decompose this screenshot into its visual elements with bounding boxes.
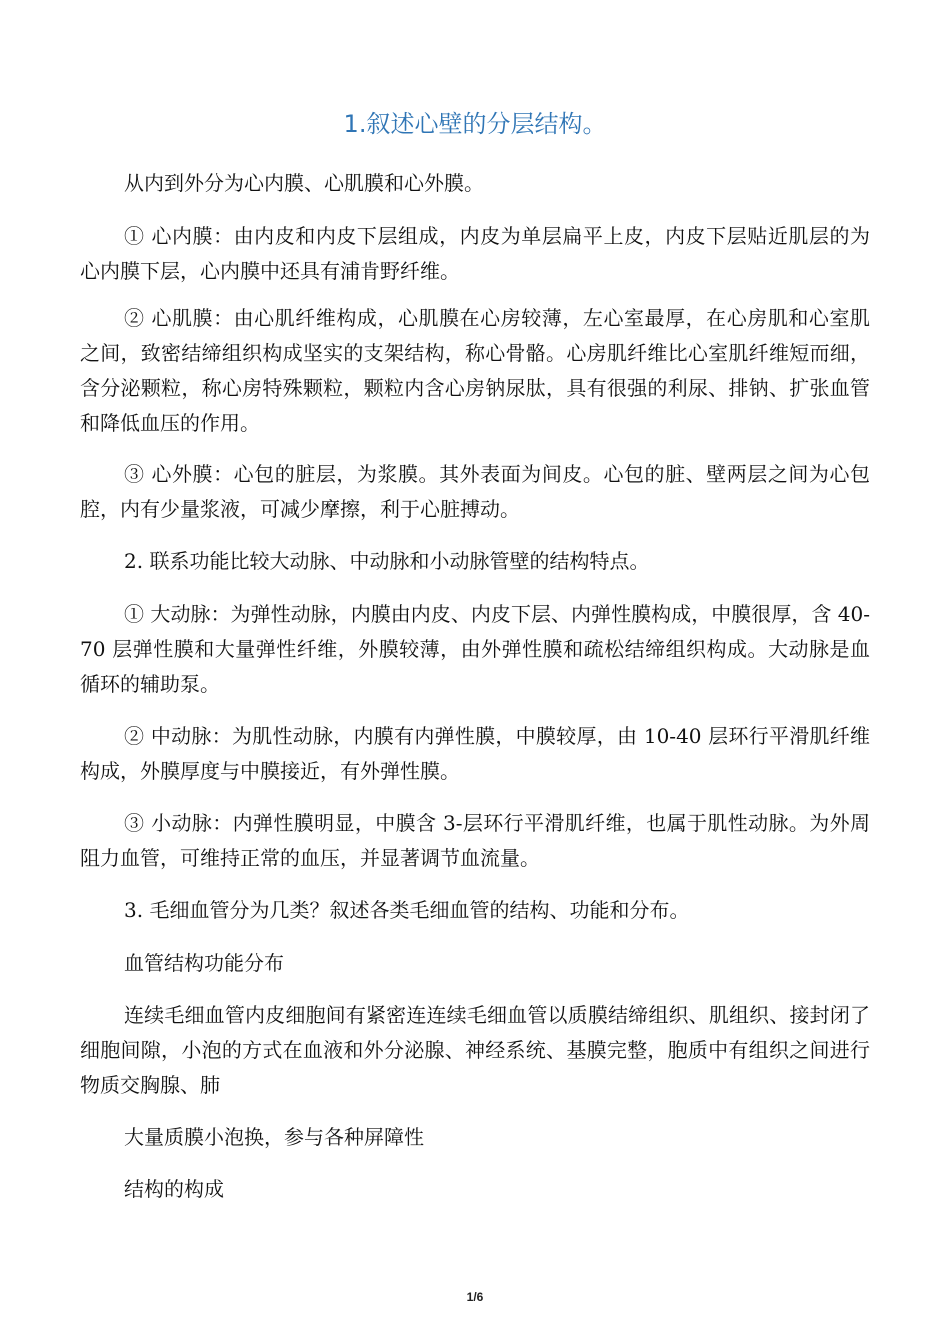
paragraph-medium-artery: ② 中动脉：为肌性动脉，内膜有内弹性膜，中膜较厚，由 10-40 层环行平滑肌纤维构成，外膜厚度与中膜接近，有外弹性膜。 <box>80 724 870 783</box>
question-3-heading: 3. 毛细血管分为几类？叙述各类毛细血管的结构、功能和分布。 <box>124 898 690 922</box>
paragraph-endocardium: ① 心内膜：由内皮和内皮下层组成，内皮为单层扁平上皮，内皮下层贴近肌层的为心内膜下层，心内膜中还具有浦肯野纤维。 <box>80 224 870 283</box>
paragraph-myocardium: ② 心肌膜：由心肌纤维构成，心肌膜在心房较薄，左心室最厚，在心房肌和心室肌之间，致密结缔组织构成坚实的支架结构，称心骨骼。心房肌纤维比心室肌纤维短而细，含分泌颗粒，称心房特殊颗粒，颗粒内含心房钠尿肽，具有很强的利尿、排钠、扩张血管和降低血压的作用。 <box>80 306 870 435</box>
paragraph-small-artery: ③ 小动脉：内弹性膜明显，中膜含 3-层环行平滑肌纤维，也属于肌性动脉。为外周阻力血管，可维持正常的血压，并显著调节血流量。 <box>80 811 870 870</box>
question-2-heading: 2. 联系功能比较大动脉、中动脉和小动脉管壁的结构特点。 <box>124 549 650 573</box>
paragraph-structure: 结构的构成 <box>124 1177 224 1201</box>
page-title: 1.叙述心壁的分层结构。 <box>343 110 607 138</box>
page-number: 1/6 <box>466 1290 484 1304</box>
paragraph-continuous-capillary: 连续毛细血管内皮细胞间有紧密连连续毛细血管以质膜结缔组织、肌组织、接封闭了细胞间隙，小泡的方式在血液和外分泌腺、神经系统、基膜完整，胞质中有组织之间进行物质交胸腺、肺 <box>80 1003 870 1097</box>
paragraph-intro: 从内到外分为心内膜、心肌膜和心外膜。 <box>124 171 484 195</box>
paragraph-epicardium: ③ 心外膜：心包的脏层，为浆膜。其外表面为间皮。心包的脏、壁两层之间为心包腔，内有少量浆液，可减少摩擦，利于心脏搏动。 <box>80 462 870 521</box>
paragraph-large-artery: ① 大动脉：为弹性动脉，内膜由内皮、内皮下层、内弹性膜构成，中膜很厚，含 40-70 层弹性膜和大量弹性纤维，外膜较薄，由外弹性膜和疏松结缔组织构成。大动脉是血循环的辅助泵。 <box>80 602 870 696</box>
table-header-text: 血管结构功能分布 <box>124 951 284 975</box>
paragraph-vesicle: 大量质膜小泡换，参与各种屏障性 <box>124 1125 424 1149</box>
